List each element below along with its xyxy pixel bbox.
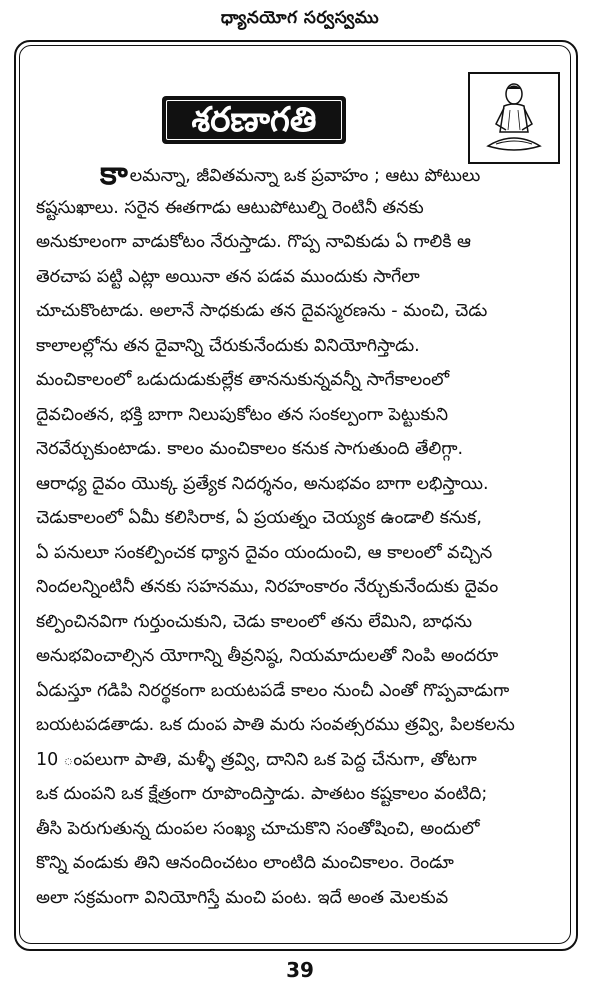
text-line: అనుభవించాల్సిన యోగాన్ని తీవ్రనిష్ఠ, నియమాదులతో నింపి అందరూ <box>36 646 499 666</box>
text-line: కష్టసుఖాలు. సరైన ఈతగాడు ఆటుపోటుల్ని రెంటినీ తనకు <box>36 197 424 218</box>
running-header: ధ్యానయోగ సర్వస్వము <box>220 8 380 28</box>
text-line: చూచుకొంటాడు. అలానే సాధకుడు తన దైవస్మరణను - మంచి, చెడు <box>36 301 488 321</box>
body-paragraph <box>36 156 560 915</box>
text-line: అనుకూలంగా వాడుకోటం నేరుస్తాడు. గొప్ప నావికుడు ఏ గాలికి ఆ <box>36 232 471 252</box>
text-line: తీసి పెరుగుతున్న దుంపల సంఖ్య చూచుకొని సంతోషించి, అందులో <box>36 818 480 839</box>
text-line: ఆరాధ్య దైవం యొక్క ప్రత్యేక నిదర్శనం, అనుభవం బాగా లభిస్తాయి. <box>36 473 489 494</box>
text-line: 10 ంపలుగా పాతి, మళ్ళీ త్రవ్వి, దానిని ఒక పెద్ద చేనుగా, తోటగా <box>36 749 477 770</box>
text-line: మంచికాలంలో ఒడుదుడుకుల్లేక తాననుకున్నవన్నీ సాగేకాలంలో <box>36 370 450 390</box>
text-line: కాలాలల్లోను తన దైవాన్ని చేరుకునేందుకు వినియోగిస్తాడు. <box>36 335 420 356</box>
chapter-title: శరణాగతి <box>191 100 317 140</box>
text-line: తెరచాప పట్టి ఎట్లా అయినా తన పడవ ముందుకు సాగేలా <box>36 266 420 287</box>
chapter-title-banner <box>162 96 346 144</box>
text-line: ఒక దుంపని ఒక క్షేత్రంగా రూపొందిస్తాడు. పాతటం కష్టకాలం వంటిది; <box>36 784 488 804</box>
text-line: చెడుకాలంలో ఏమీ కలిసిరాక, ఏ ప్రయత్నం చెయ్యక ఉండాలి కనుక, <box>36 508 482 528</box>
author-portrait-image <box>468 72 560 164</box>
text-line: ఏ పనులూ సంకల్పించక ధ్యాన దైవం యందుంచి, ఆ కాలంలో వచ్చిన <box>36 542 493 563</box>
text-line: ఏడుస్తూ గడిపి నిరర్థకంగా బయటపడే కాలం నుంచీ ఎంతో గొప్పవాడుగా <box>36 680 510 701</box>
text-line: నిందలన్నింటినీ తనకు సహనము, నిరహంకారం నేర్చుకునేందుకు దైవం <box>36 577 499 597</box>
page-number: 39 <box>286 958 314 982</box>
text-line: కొన్ని వండుకు తిని ఆనందించటం లాంటిది మంచికాలం. రెండూ <box>36 853 454 873</box>
text-line: అలా సక్రమంగా వినియోగిస్తే మంచి పంట. ఇదే అంత మెలకువ <box>36 887 449 908</box>
text-line: నెరవేర్చుకుంటాడు. కాలం మంచికాలం కనుక సాగుతుంది తేలిగ్గా. <box>36 439 464 459</box>
drop-cap: కా <box>100 156 128 191</box>
text-line: దైవచింతన, భక్తి బాగా నిలుపుకోటం తన సంకల్పంగా పెట్టుకుని <box>36 404 449 425</box>
text-line: బయటపడతాడు. ఒక దుంప పాతి మరు సంవత్సరము త్రవ్వి, పిలకలను <box>36 715 515 735</box>
text-line: కాలమన్నా, జీవితమన్నా ఒక ప్రవాహం ; ఆటు పోటులు <box>100 156 481 191</box>
text-line: కల్పించినవిగా గుర్తుంచుకుని, చెడు కాలంలో తను లేమిని, బాధను <box>36 611 473 632</box>
